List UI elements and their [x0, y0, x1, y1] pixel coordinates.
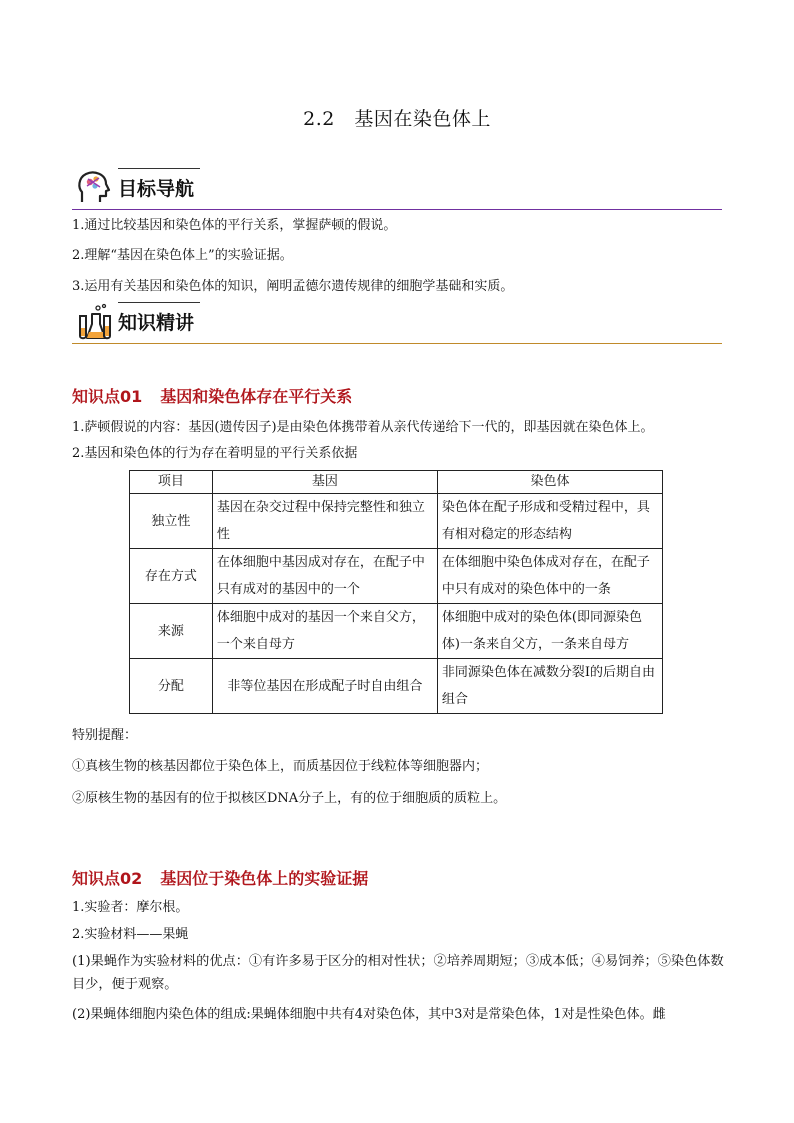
- table-cell-chromosome: 非同源染色体在减数分裂Ⅰ的后期自由组合: [437, 659, 662, 714]
- section-heading: 知识精讲: [118, 312, 195, 334]
- goal-item: 3.运用有关基因和染色体的知识，阐明孟德尔遗传规律的细胞学基础和实质。: [72, 279, 514, 294]
- table-cell-item: 分配: [130, 659, 213, 714]
- table-cell-chromosome: 染色体在配子形成和受精过程中，具有相对稳定的形态结构: [437, 494, 662, 549]
- table-cell-gene: 体细胞中成对的基因一个来自父方，一个来自母方: [212, 604, 437, 659]
- page-title: 2.2 基因在染色体上: [303, 108, 491, 130]
- knowledge-point-heading: [72, 866, 368, 889]
- gene-chromosome-table: [129, 470, 663, 714]
- knowledge-point-title: 基因位于染色体上的实验证据: [160, 869, 369, 888]
- table-header: 项目: [130, 471, 213, 494]
- table-cell-chromosome: 在体细胞中染色体成对存在，在配子中只有成对的染色体中的一条: [437, 549, 662, 604]
- knowledge-point-number: 知识点01: [72, 387, 143, 406]
- reminder-item: ①真核生物的核基因都位于染色体上，而质基因位于线粒体等细胞器内；: [72, 759, 489, 774]
- lab-flask-icon: [74, 302, 114, 342]
- table-cell-gene: 非等位基因在形成配子时自由组合: [212, 659, 437, 714]
- paragraph: 1.萨顿假说的内容：基因(遗传因子)是由染色体携带着从亲代传递给下一代的，即基因就在染色体上。: [72, 420, 654, 435]
- paragraph: 1.实验者：摩尔根。: [72, 900, 189, 915]
- section-header-knowledge: [72, 302, 722, 344]
- section-heading: 目标导航: [118, 178, 195, 200]
- reminder-label: 特别提醒：: [72, 728, 138, 743]
- table-cell-item: 来源: [130, 604, 213, 659]
- reminder-item: ②原核生物的基因有的位于拟核区DNA分子上，有的位于细胞质的质粒上。: [72, 791, 507, 806]
- table-header: 染色体: [437, 471, 662, 494]
- knowledge-point-heading: [72, 384, 352, 407]
- table-cell-chromosome: 体细胞中成对的染色体(即同源染色体)一条来自父方，一条来自母方: [437, 604, 662, 659]
- section-rule: [72, 209, 722, 210]
- paragraph: 2.基因和染色体的行为存在着明显的平行关系依据: [72, 446, 358, 461]
- paragraph: (1)果蝇作为实验材料的优点：①有许多易于区分的相对性状；②培养周期短；③成本低；④易饲养；⑤染色体数目少，便于观察。: [72, 954, 724, 992]
- table-cell-item: 存在方式: [130, 549, 213, 604]
- table-header-row: [130, 471, 663, 494]
- section-header-goals: [72, 168, 722, 210]
- head-brain-icon: [74, 168, 114, 208]
- paragraph: (2)果蝇体细胞内染色体的组成:果蝇体细胞中共有4对染色体，其中3对是常染色体，1对是性染色体。雌: [72, 1007, 666, 1022]
- goal-item: 2.理解“基因在染色体上”的实验证据。: [72, 248, 293, 263]
- knowledge-point-number: 知识点02: [72, 869, 143, 888]
- table-cell-item: 独立性: [130, 494, 213, 549]
- table-row: [130, 549, 663, 604]
- table-row: [130, 494, 663, 549]
- table-cell-gene: 基因在杂交过程中保持完整性和独立性: [212, 494, 437, 549]
- table-header: 基因: [212, 471, 437, 494]
- table-row: [130, 659, 663, 714]
- paragraph: 2.实验材料——果蝇: [72, 927, 189, 942]
- goal-item: 1.通过比较基因和染色体的平行关系，掌握萨顿的假说。: [72, 218, 397, 233]
- knowledge-point-title: 基因和染色体存在平行关系: [160, 387, 353, 406]
- section-rule: [72, 343, 722, 344]
- table-cell-gene: 在体细胞中基因成对存在，在配子中只有成对的基因中的一个: [212, 549, 437, 604]
- table-row: [130, 604, 663, 659]
